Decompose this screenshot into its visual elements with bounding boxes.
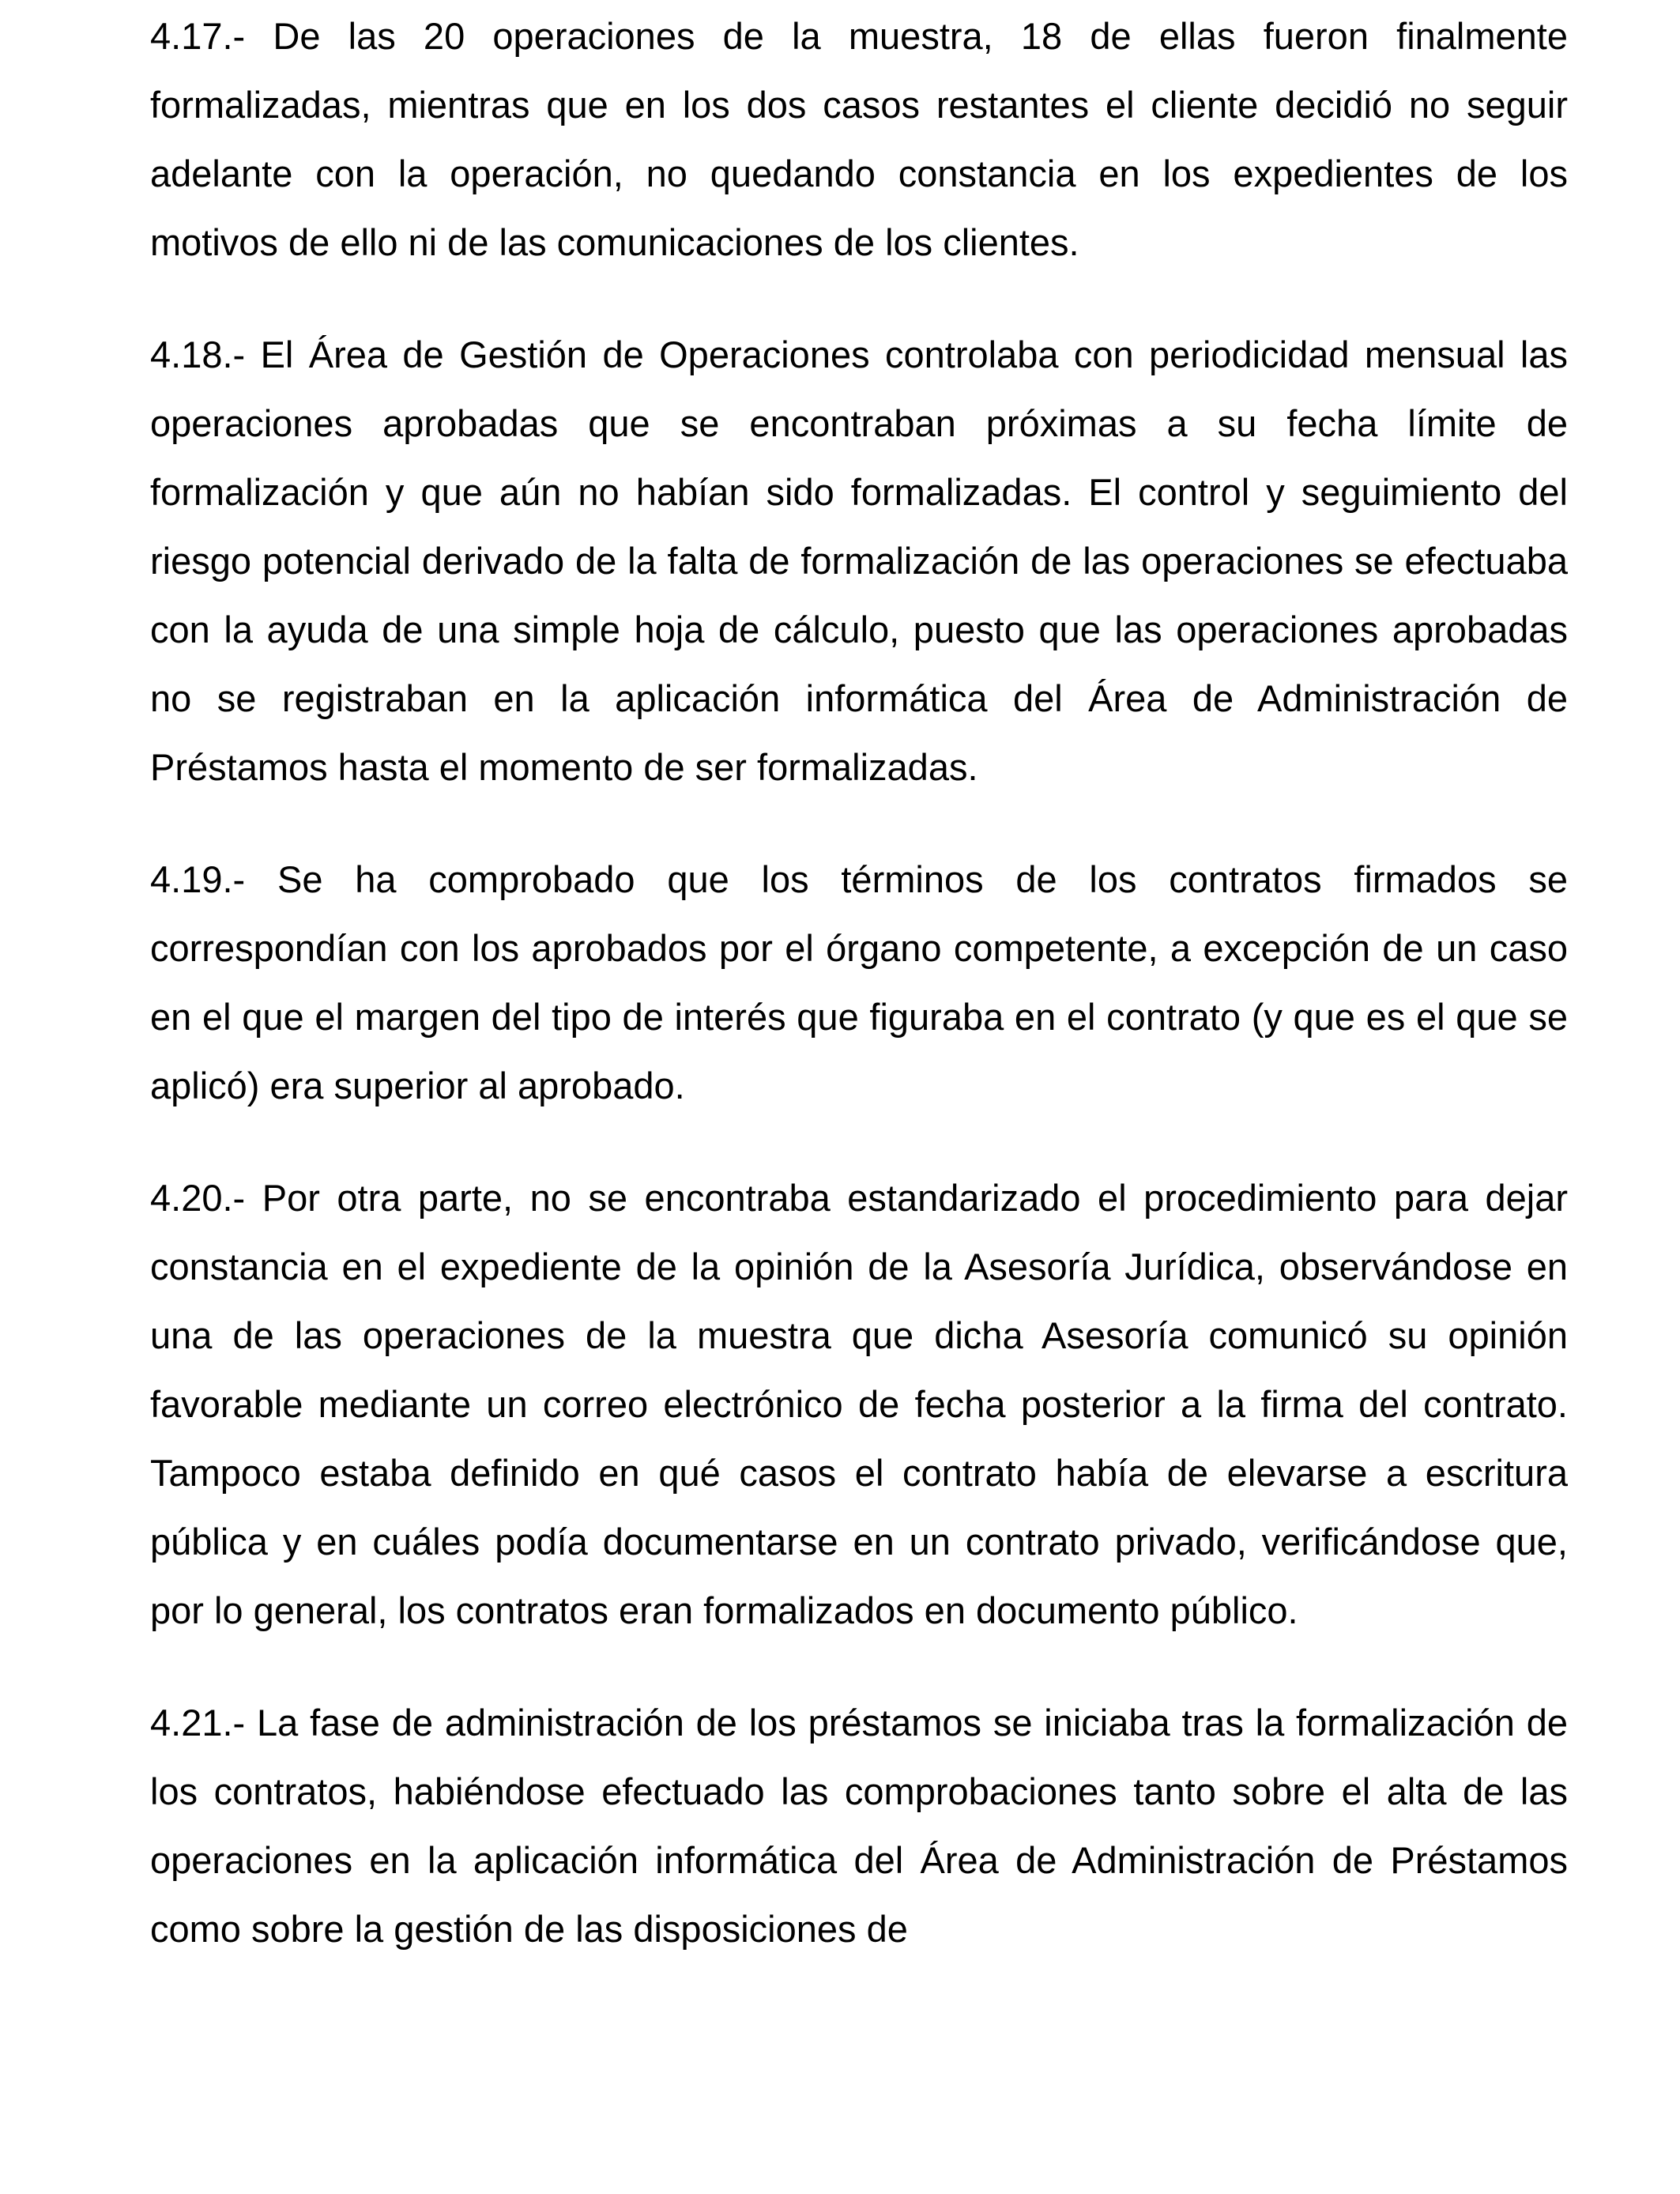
- paragraph-number: 4.19.-: [150, 858, 246, 900]
- paragraph-text: Se ha comprobado que los términos de los contratos firmados se correspondían con los aprobados por el órgano competente, a excepción de un caso en el que el margen del tipo de interés que figuraba en el contrato (y que es el que se aplicó) era superior al aprobado.: [150, 858, 1568, 1106]
- paragraph-4-20: [150, 1163, 1568, 1645]
- paragraph-number: 4.20.-: [150, 1177, 246, 1219]
- paragraph-number: 4.21.-: [150, 1702, 246, 1744]
- paragraph-text: Por otra parte, no se encontraba estandarizado el procedimiento para dejar constancia en el expediente de la opinión de la Asesoría Jurídica, observándose en una de las operaciones de la muestra que dicha Asesoría comunicó su opinión favorable mediante un correo electrónico de fecha posterior a la firma del contrato. Tampoco estaba definido en qué casos el contrato había de elevarse a escritura pública y en cuáles podía documentarse en un contrato privado, verificándose que, por lo general, los contratos eran formalizados en documento público.: [150, 1177, 1569, 1631]
- paragraph-4-19: [150, 845, 1568, 1120]
- paragraph-text: El Área de Gestión de Operaciones controlaba con periodicidad mensual las operaciones aprobadas que se encontraban próximas a su fecha límite de formalización y que aún no habían sido formalizadas. El control y seguimiento del riesgo potencial derivado de la falta de formalización de las operaciones se efectuaba con la ayuda de una simple hoja de cálculo, puesto que las operaciones aprobadas no se registraban en la aplicación informática del Área de Administración de Préstamos hasta el momento de ser formalizadas.: [150, 334, 1568, 788]
- paragraph-number: 4.18.-: [150, 334, 246, 375]
- paragraph-4-18: [150, 320, 1568, 801]
- paragraph-4-21: [150, 1688, 1568, 1963]
- paragraph-text: La fase de administración de los préstamos se iniciaba tras la formalización de los contratos, habiéndose efectuado las comprobaciones tanto sobre el alta de las operaciones en la aplicación informática del Área de Administración de Préstamos como sobre la gestión de las disposiciones de: [150, 1702, 1568, 1950]
- paragraph-number: 4.17.-: [150, 15, 246, 57]
- paragraph-text: De las 20 operaciones de la muestra, 18 de ellas fueron finalmente formalizadas, mientras que en los dos casos restantes el cliente decidió no seguir adelante con la operación, no quedando constancia en los expedientes de los motivos de ello ni de las comunicaciones de los clientes.: [150, 15, 1568, 263]
- paragraph-4-17: [150, 2, 1568, 277]
